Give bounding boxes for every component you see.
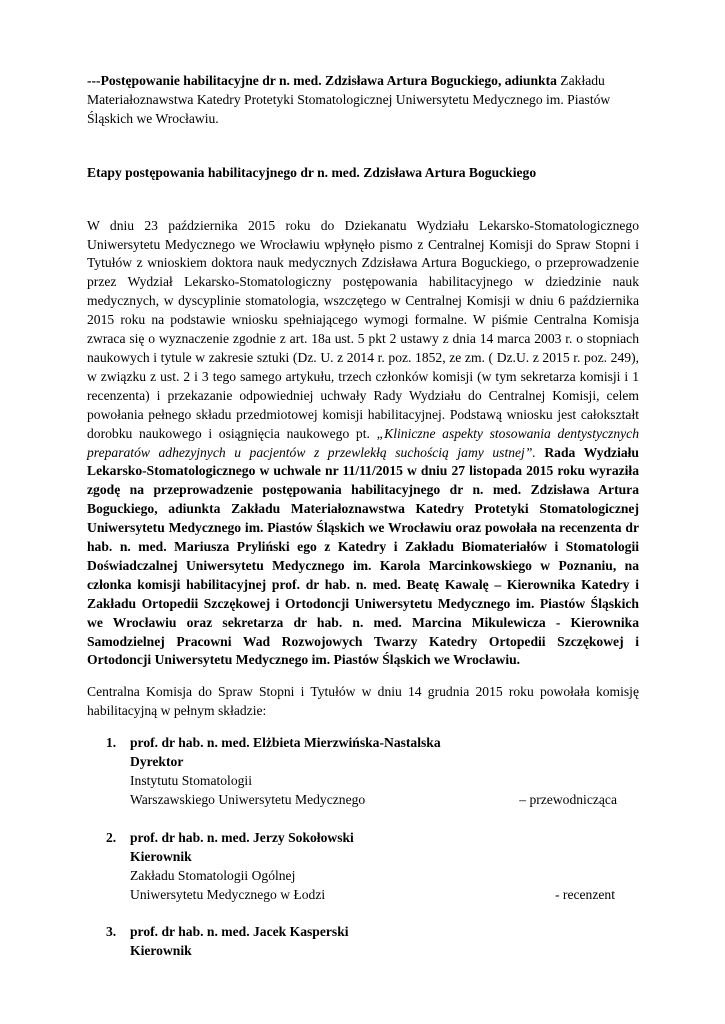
list-item: [87, 734, 639, 810]
member-name: prof. dr hab. n. med. Elżbieta Mierzwińska-Nastalska: [130, 735, 441, 751]
member-position: Kierownik: [130, 848, 192, 864]
member-institution-row: [130, 886, 639, 905]
document-page: [87, 72, 639, 980]
member-institution-row: [130, 791, 639, 810]
member-name: prof. dr hab. n. med. Jacek Kasperski: [130, 924, 349, 940]
member-position: Kierownik: [130, 943, 192, 959]
list-item: [87, 923, 639, 961]
member-role: – przewodnicząca: [519, 791, 617, 807]
section-title: Etapy postępowania habilitacyjnego dr n. med. Zdzisława Artura Boguckiego: [87, 164, 537, 180]
list-item-number: 1.: [106, 735, 117, 751]
list-item: [87, 829, 639, 905]
commission-members-list: [87, 734, 639, 961]
list-item-number: 3.: [106, 924, 117, 940]
header-normal-text: Zakładu Materiałoznawstwa Katedry Protetyki Stomatologicznej Uniwersytetu Medycznego im. Piastów Śląskich we Wrocławiu.: [87, 73, 611, 126]
member-name: prof. dr hab. n. med. Jerzy Sokołowski: [130, 829, 354, 845]
body-bold-resolution: Rada Wydziału Lekarsko-Stomatologicznego w uchwale nr 11/11/2015 w dniu 27 listopada 2015 roku wyraziła zgodę na przeprowadzenie postępowania habilitacyjnego dr n. med. Zdzisława Artura Boguckiego, adiunkta Zakładu Materiałoznawstwa Katedry Protetyki Stomatologicznej Uniwersytetu Medycznego im. Piastów Śląskich we Wrocławiu oraz powołała na recenzenta dr hab. n. med. Mariusza Pryliński ego z Katedry i Zakładu Biomateriałów i Stomatologii Doświadczalnej Uniwersytetu Medycznego im. Karola Marcinkowskiego w Poznaniu, na członka komisji habilitacyjnej prof. dr hab. n. med. Beatę Kawalę – Kierownika Katedry i Zakładu Ortopedii Szczękowej i Ortodoncji Uniwersytetu Medycznego im. Piastów Śląskich we Wrocławiu oraz sekretarza dr hab. n. med. Marcina Mikulewicza - Kierownika Samodzielnej Pracowni Wad Rozwojowych Twarzy Katedry Ortopedii Szczękowej i Ortodoncji Uniwersytetu Medycznego im. Piastów Śląskich we Wrocławiu.: [87, 444, 639, 668]
body-italic-title: „Kliniczne aspekty stosowania dentystycznych preparatów adhezyjnych u pacjentów z przewlekłą suchością jamy ustnej”.: [87, 425, 639, 460]
list-item-number: 2.: [106, 829, 117, 845]
commission-paragraph: Centralna Komisja do Spraw Stopni i Tytułów w dniu 14 grudnia 2015 roku powołała komisję habilitacyjną w pełnym składzie:: [87, 684, 639, 719]
member-unit: Zakładu Stomatologii Ogólnej: [130, 867, 296, 883]
body-paragraph: [87, 217, 639, 671]
body-text-part1: W dniu 23 października 2015 roku do Dziekanatu Wydziału Lekarsko-Stomatologicznego Uniwersytetu Medycznego we Wrocławiu wpłynęło pismo z Centralnej Komisji do Spraw Stopni i Tytułów z wnioskiem doktora nauk medycznych Zdzisława Artura Boguckiego, o przeprowadzenie przez Wydział Lekarsko-Stomatologiczny postępowania habilitacyjnego w dziedzinie nauk medycznych, w dyscyplinie stomatologia, wszczętego w Centralnej Komisji w dniu 6 października 2015 roku na podstawie wniosku spełniającego wymogi formalne. W piśmie Centralna Komisja zwraca się o wyznaczenie zgodnie z art. 18a ust. 5 pkt 2 ustawy z dnia 14 marca 2003 r. o stopniach naukowych i tytule w zakresie sztuki (Dz. U. z 2014 r. poz. 1852, ze zm. ( Dz.U. z 2015 r. poz. 249), w związku z ust. 2 i 3 tego samego artykułu, trzech członków komisji (w tym sekretarza komisji i 1 recenzenta) i przekazanie odpowiedniej uchwały Rady Wydziału do Centralnej Komisji, celem powołania pełnego składu przedmiotowej komisji habilitacyjnej. Podstawą wniosku jest całokształt dorobku naukowego i osiągnięcia naukowego pt.: [87, 217, 639, 441]
document-header: [87, 72, 639, 129]
member-position: Dyrektor: [130, 754, 184, 770]
member-role: - recenzent: [555, 886, 615, 902]
member-institution: Warszawskiego Uniwersytetu Medycznego: [130, 791, 366, 807]
header-bold-text: ---Postępowanie habilitacyjne dr n. med. Zdzisława Artura Boguckiego, adiunkta: [87, 73, 557, 88]
member-unit: Instytutu Stomatologii: [130, 773, 252, 788]
member-institution: Uniwersytetu Medycznego w Łodzi: [130, 886, 326, 902]
